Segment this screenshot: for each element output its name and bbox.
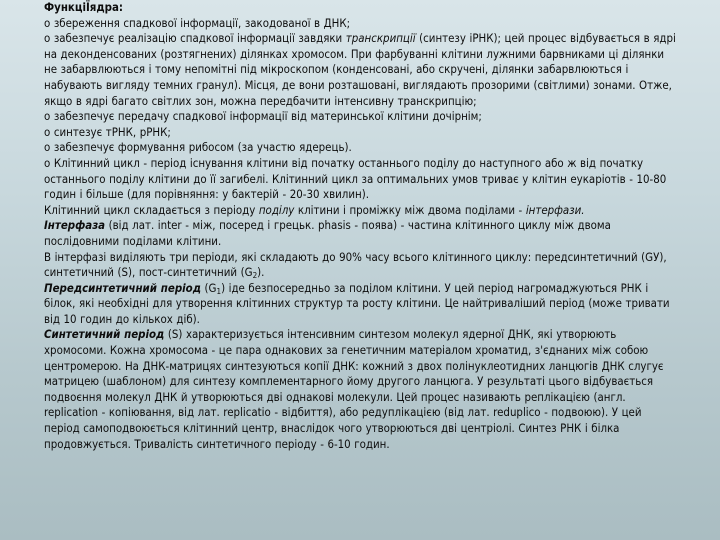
paragraph-synthetic (44, 327, 680, 452)
text-run: (G (200, 280, 217, 295)
paragraph-ribosomes: о забезпечує формування рибосом (за участю ядерець). (44, 140, 352, 155)
paragraph-transcription (44, 31, 680, 109)
paragraph-cycle-composition (44, 203, 680, 219)
text-run: В інтерфазі виділяють три періоди, які складають до 90% часу всього клітинного циклу: передсинтетичний (GУ), синтетичний (S), пост-синтетичний (G (44, 249, 667, 280)
heading-nucleus-functions: ФункціЇядра: (44, 0, 124, 14)
text-run: о забезпечує реалізацію спадкової інформації завдяки (44, 31, 346, 46)
paragraph-storage: о збереження спадкової інформації, закодованої в ДНК; (44, 15, 351, 30)
term-interphase-bold: Інтерфаза (44, 218, 106, 233)
text-run: (від лат. inter - між, посеред і грецьк. phasis - поява) - частина клітинного циклу між двома послідовними поділами клітини. (44, 218, 611, 248)
text-run: Клітинний цикл складається з періоду (44, 202, 259, 217)
term-presynthetic: Передсинтетичний період (44, 280, 201, 295)
paragraph-interphase-definition (44, 218, 680, 249)
text-run: клітини і проміжку між двома поділами - (294, 202, 526, 217)
subscript: 1 (216, 286, 222, 296)
text-run: (S) характеризується інтенсивним синтезом молекул ядерної ДНК, які утворюють хромосоми. Кожна хромосома - це пара однакових за генетичним матеріалом хроматид, з'єднаних між собою центромерою. На ДНК-матрицях синтезуються копії ДНК: кожний з двох полінуклеотидних ланцюгів ДНК слугує матрицею (шаблоном) для синтезу комплементарного йому другого ланцюга. У результаті цього відбувається подвоєння молекул ДНК й утворюються дві однакові молекули. Цей процес називають реплікацією (англ. replication - копіювання, від лат. replicatio - відбиття), або редуплікацією (від лат. reduplico - подвоюю). У цей період самоподвоюється клітинний центр, внаслідок чого утворюються дві центріолі. Синтез РНК і білка продовжується. Тривалість синтетичного періоду - 6-10 годин. (44, 327, 664, 451)
paragraph-interphase-periods (44, 250, 680, 281)
subscript: 2 (252, 271, 258, 281)
text-block (44, 0, 680, 452)
term-interphase: інтерфази. (525, 202, 585, 217)
term-transcription: транскрипції (345, 31, 416, 46)
paragraph-rna-synthesis: о синтезує тРНК, рРНК; (44, 124, 171, 139)
text-run: (синтезу іРНК); цей процес відбувається в ядрі на деконденсованих (розтягнених) ділянках хромосом. При фарбуванні клітини лужними барвниками ці ділянки не забарвлюються і тому непомітні під мікроскопом (конденсовані, або скручені, ділянки забарвлюються і набувають вигляду темних гранул). Місця, де вони розташовані, виглядають прозорими (світлими) зонами. Отже, якщо в ядрі багато світлих зон, можна передбачити інтенсивну транскрипцію; (44, 31, 676, 108)
term-division: поділу (258, 202, 295, 217)
text-run: ) іде безпосередньо за поділом клітини. У цей період нагромаджуються РНК і білок, які необхідні для утворення клітинних структур та росту клітини. Це найтриваліший період (може тривати від 10 годин до кількох діб). (44, 280, 670, 326)
text-run: ). (257, 265, 265, 280)
paragraph-transfer: о забезпечує передачу спадкової інформації від материнської клітини дочірнім; (44, 109, 482, 124)
paragraph-presynthetic (44, 281, 680, 328)
term-synthetic: Синтетичний період (44, 327, 165, 342)
paragraph-cell-cycle: о Клітинний цикл - період існування клітини від початку останнього поділу до наступного або ж від початку останнього поділу клітини до її загибелі. Клітинний цикл за оптимальних умов триває у клітин еукаріотів - 10-80 годин і більше (для порівняння: у бактерій - 20-30 хвилин). (44, 155, 667, 202)
